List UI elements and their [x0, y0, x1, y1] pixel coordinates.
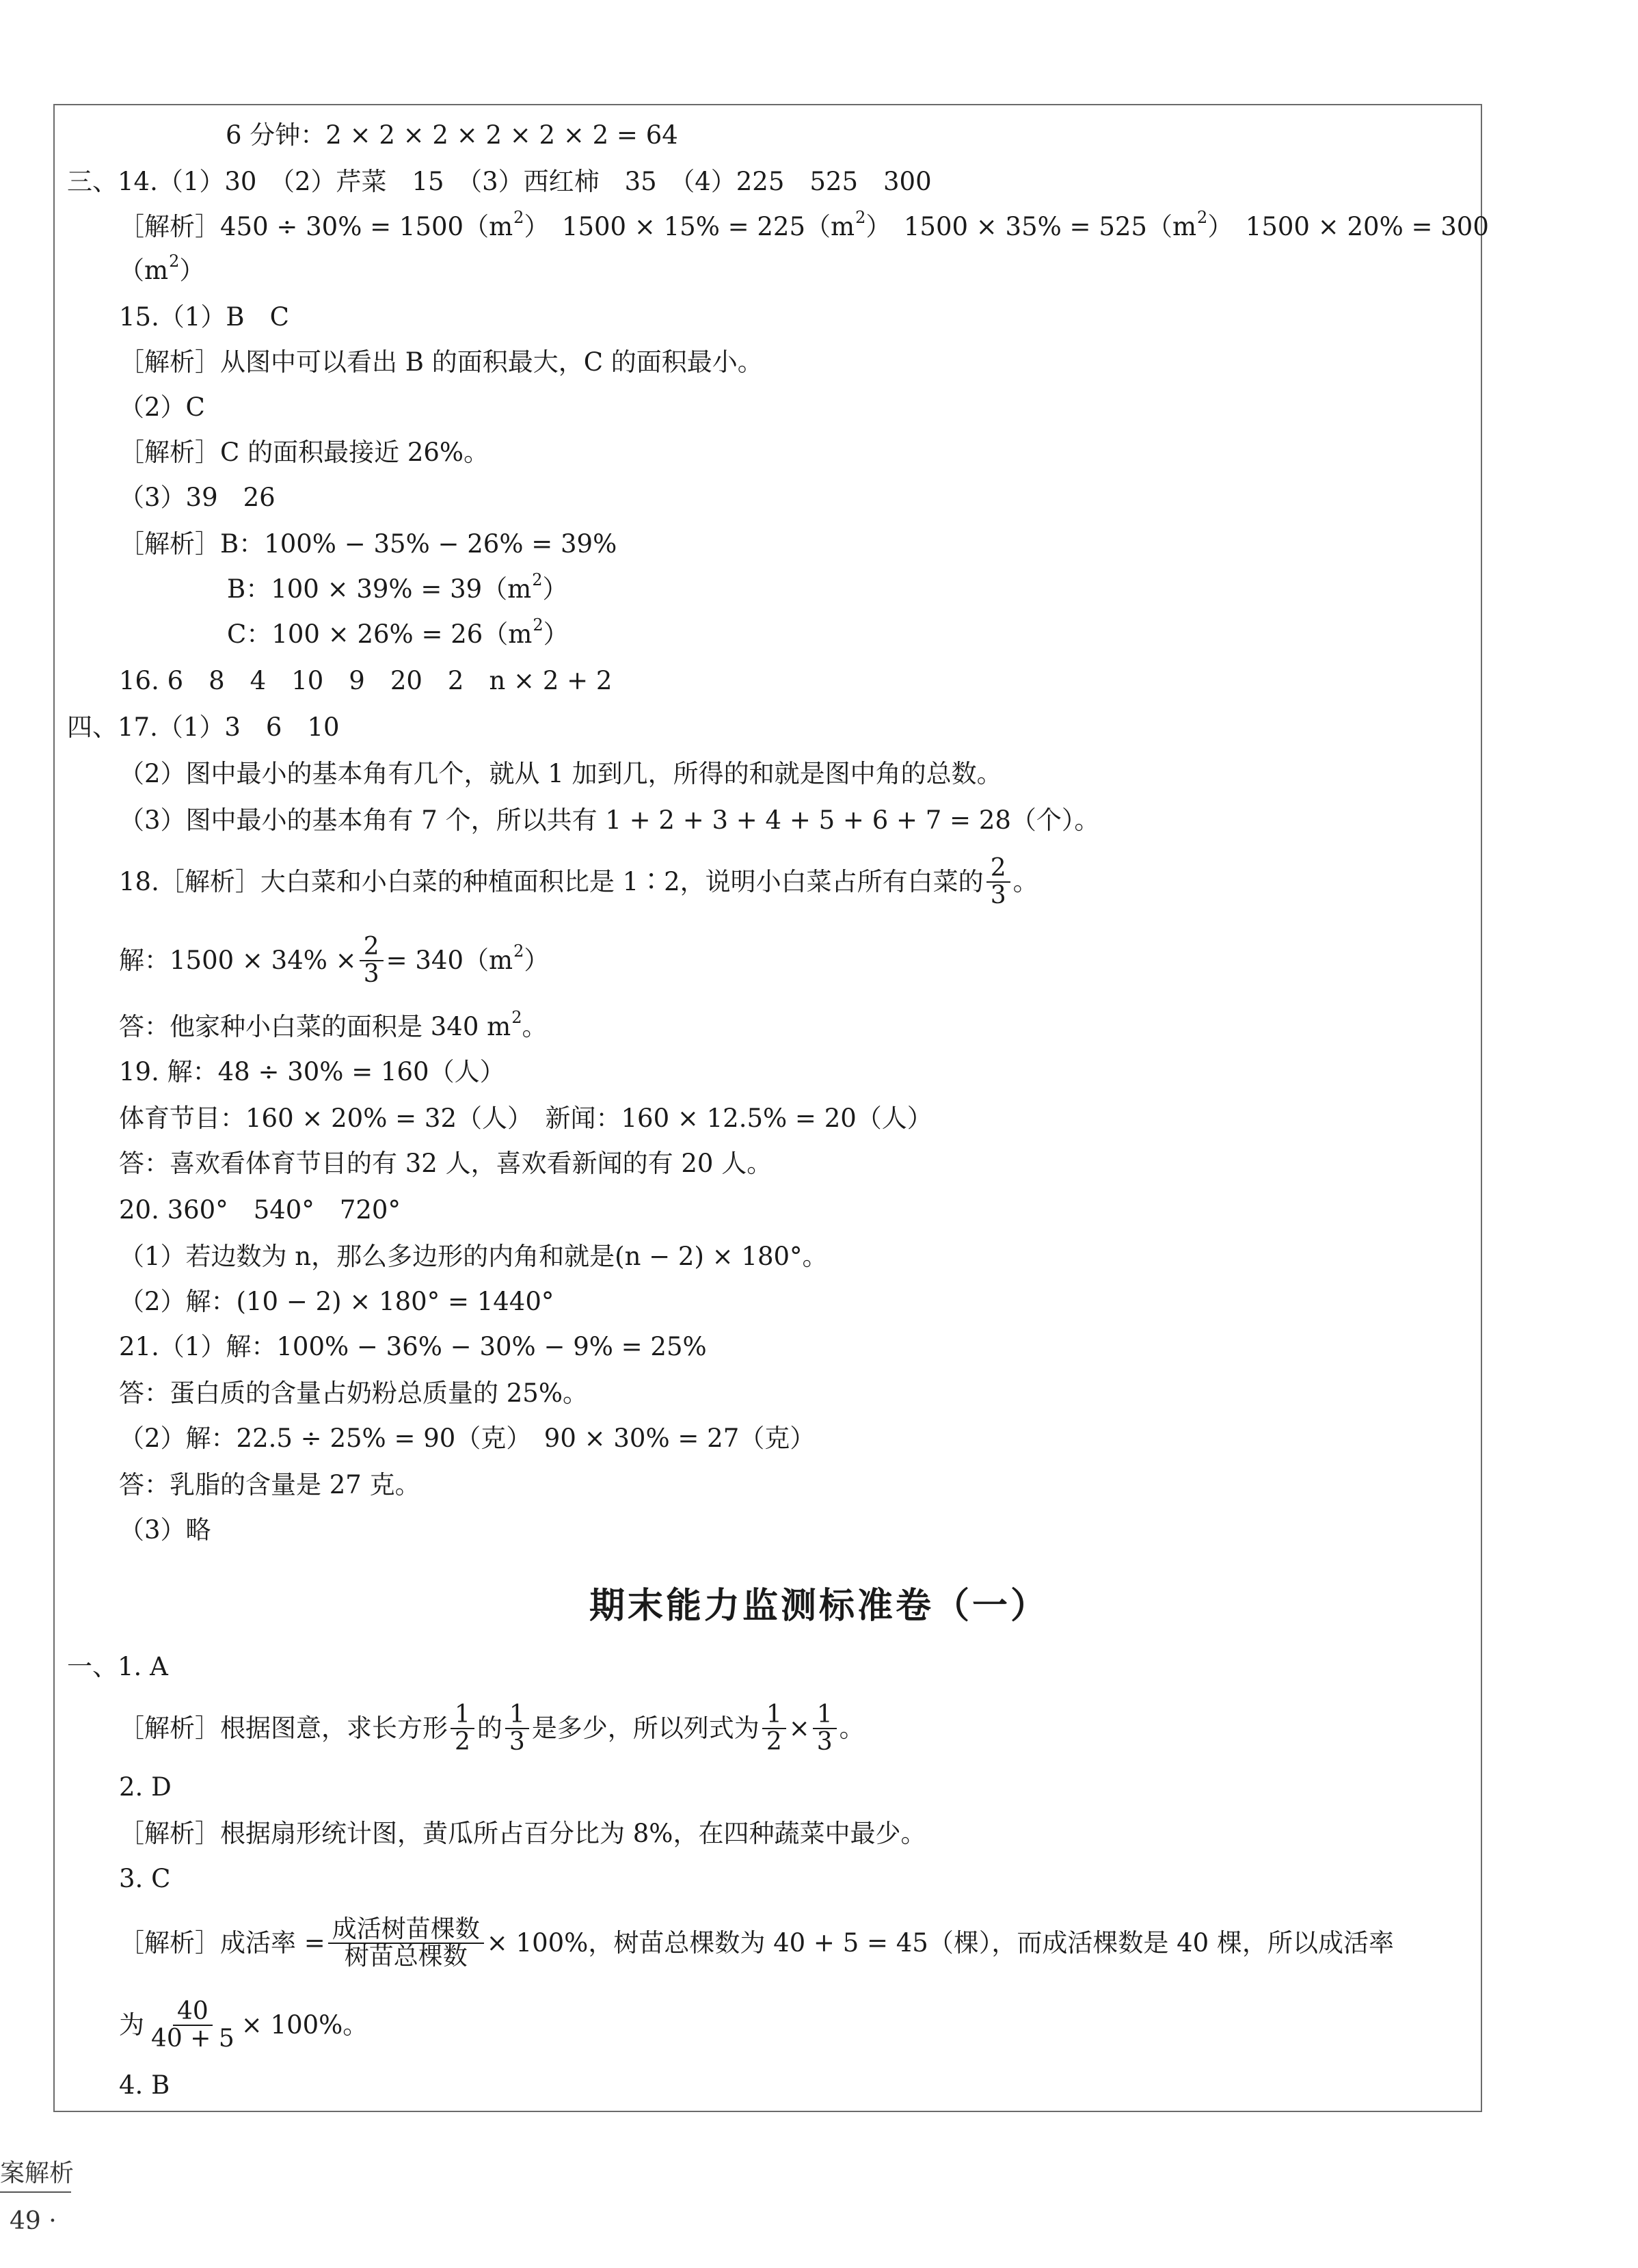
line-q15-1-analysis: ［解析］从图中可以看出 B 的面积最大，C 的面积最小。: [119, 347, 763, 377]
line-q14-analysis: ［解析］450 ÷ 30% = 1500（m 2 ） 1500 × 15% = 225（m 2 ） 1500 × 35% = 525（m 2 ） 1500 × 20% = 300: [119, 208, 1489, 241]
line-q15-1: 15.（1）B C: [119, 302, 289, 332]
line-q15-3: （3）39 26: [119, 483, 276, 512]
line-s2-q3-analysis: ［解析］成活率 = $\frac{\text{成活树苗棵数}}{\text{树苗总棵数}}$ × 100%，树苗总棵数为 40 + 5 = 45（棵），而成活棵数是 40 棵，所以成活率: [119, 1915, 1394, 1971]
line-q20: 20. 360° 540° 720°: [119, 1195, 401, 1225]
line-q17-2: （2）图中最小的基本角有几个，就从 1 加到几，所得的和就是图中角的总数。: [119, 759, 1002, 788]
fraction-two-thirds-b: $\frac{2}{3}$: [360, 934, 384, 987]
line-q15-2-analysis: ［解析］C 的面积最接近 26%。: [119, 438, 489, 467]
line-q14-unit: （m 2 ）: [119, 252, 205, 285]
line-q18-analysis: 18.［解析］大白菜和小白菜的种植面积比是 1∶2，说明小白菜占所有白菜的 $\frac{2}{3}$ 。: [119, 854, 1038, 909]
line-s2-q1-analysis: ［解析］根据图意，求长方形 $\frac{1}{2}$ 的 $\frac{1}{3}$ 是多少，所以列式为 $\frac{1}{2}$ × $\frac{1}{3}$ 。: [119, 1700, 865, 1756]
line-q21-2-answer: 答：乳脂的含量是 27 克。: [119, 1470, 420, 1499]
line-6min: 6 分钟：2 × 2 × 2 × 2 × 2 × 2 = 64: [226, 120, 678, 150]
line-q15-3-c: C：100 × 26% = 26（m 2 ）: [227, 615, 569, 649]
line-q19: 19. 解：48 ÷ 30% = 160（人）: [119, 1057, 505, 1086]
line-q15-2: （2）C: [119, 392, 205, 422]
line-s2-q2: 2. D: [119, 1772, 172, 1802]
line-q17-1: 四、17.（1）3 6 10: [67, 712, 340, 742]
line-q15-3-b: B：100 × 39% = 39（m 2 ）: [227, 570, 568, 604]
footer-rule: [0, 2191, 71, 2193]
fraction-half: $\frac{1}{2}$: [451, 1702, 474, 1755]
line-s2-q4: 4. B: [119, 2070, 170, 2100]
line-q21-2: （2）解：22.5 ÷ 25% = 90（克） 90 × 30% = 27（克）: [119, 1424, 816, 1453]
line-q18-solution: 解：1500 × 34% × $\frac{2}{3}$ = 340（m 2 ）: [119, 933, 550, 988]
line-q17-3: （3）图中最小的基本角有 7 个，所以共有 1 + 2 + 3 + 4 + 5 + 6 + 7 = 28（个）。: [119, 805, 1100, 835]
line-s2-q3: 3. C: [119, 1864, 171, 1893]
line-q14: 三、14.（1）30 （2）芹菜 15 （3）西红柿 35 （4）225 525 300: [67, 167, 932, 196]
line-q19-calc: 体育节目：160 × 20% = 32（人） 新闻：160 × 12.5% = 20（人）: [119, 1104, 932, 1133]
line-q21-3: （3）略: [119, 1515, 211, 1545]
page-number: 49 ·: [10, 2207, 57, 2235]
fraction-third-b: $\frac{1}{3}$: [813, 1702, 837, 1755]
footer-label: 案解析: [0, 2159, 75, 2187]
fraction-two-thirds: $\frac{2}{3}$: [986, 855, 1010, 909]
line-s2-q2-analysis: ［解析］根据扇形统计图，黄瓜所占百分比为 8%，在四种蔬菜中最少。: [119, 1819, 926, 1848]
fraction-forty: $\frac{40}{40 + 5}$: [151, 1997, 234, 2053]
line-q15-3-analysis: ［解析］B：100% − 35% − 26% = 39%: [119, 529, 617, 559]
line-q20-2: （2）解：(10 − 2) × 180° = 1440°: [119, 1287, 554, 1316]
line-q18-answer: 答：他家种小白菜的面积是 340 m 2 。: [119, 1008, 548, 1041]
fraction-survival-rate: $\frac{\text{成活树苗棵数}}{\text{树苗总棵数}}$: [328, 1917, 484, 1970]
line-q21-1: 21.（1）解：100% − 36% − 30% − 9% = 25%: [119, 1332, 707, 1361]
line-q21-1-answer: 答：蛋白质的含量占奶粉总质量的 25%。: [119, 1378, 588, 1408]
line-s2-q3-formula: 为 $\frac{40}{40 + 5}$ × 100%。: [119, 1997, 368, 2053]
line-q16: 16. 6 8 4 10 9 20 2 n × 2 + 2: [119, 666, 613, 695]
fraction-half-b: $\frac{1}{2}$: [762, 1702, 786, 1755]
section-title: 期末能力监测标准卷（一）: [589, 1586, 1049, 1627]
line-q19-answer: 答：喜欢看体育节目的有 32 人，喜欢看新闻的有 20 人。: [119, 1149, 773, 1178]
fraction-third: $\frac{1}{3}$: [505, 1702, 529, 1755]
line-s2-q1: 一、1. A: [67, 1652, 168, 1681]
line-q20-1: （1）若边数为 n，那么多边形的内角和就是(n − 2) × 180°。: [119, 1242, 828, 1271]
